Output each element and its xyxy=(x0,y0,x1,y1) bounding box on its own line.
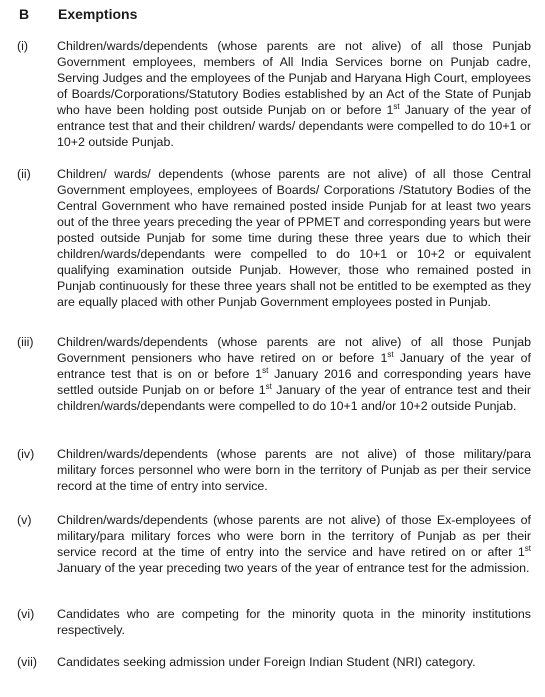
item-number: (iii) xyxy=(17,335,34,349)
item-text: Children/wards/dependents (whose parents are not alive) of those military/para military forces personnel who were born in the territory of Punjab as per their service record at the time of entry into service. xyxy=(57,447,531,493)
item-number: (iv) xyxy=(17,447,35,461)
item-number: (v) xyxy=(17,513,32,527)
item-text: Children/wards/dependents (whose parents are not alive) of those Ex-employees of military/para military forces who were born in the territory of Punjab as per their service record at the time of entry into the service and have retired on or after 1st January of the year preceding two years of the year of entrance test for the admission. xyxy=(57,513,531,575)
section-letter: B xyxy=(19,6,30,22)
item-text: Children/ wards/ dependents (whose parents are not alive) of all those Central Government employees, employees of Boards/ Corporations /Statutory Bodies of the Central Government who have remained posted inside Punjab for at least two years out of the three years preceding the year of PPMET and corresponding years but were posted outside Punjab for some time during these three years due to which their children/wards/dependants were compelled to do 10+1 or 10+2 or equivalent qualifying examination outside Punjab. However, those who remained posted in Punjab continuously for these three years shall not be entitled to be exempted as they are equally placed with other Punjab Government employees posted in Punjab. xyxy=(57,167,531,309)
item-number: (ii) xyxy=(17,167,31,181)
item-text: Candidates who are competing for the minority quota in the minority institutions respectively. xyxy=(57,607,531,637)
item-number: (vii) xyxy=(17,655,37,669)
item-text: Children/wards/dependents (whose parents are not alive) of all those Punjab Government employees, members of All India Services borne on Punjab cadre, Serving Judges and the employees of the Punjab and Haryana High Court, employees of Boards/Corporations/Statutory Bodies established by an Act of the State of Punjab who have been holding post outside Punjab on or before 1st January of the year of entrance test that and their children/ wards/ dependants were compelled to do 10+1 or 10+2 outside Punjab. xyxy=(57,39,531,149)
item-text: Candidates seeking admission under Foreign Indian Student (NRI) category. xyxy=(57,655,476,669)
item-number: (vi) xyxy=(17,607,35,621)
item-number: (i) xyxy=(17,39,29,53)
item-text: Children/wards/dependents (whose parents are not alive) of all those Punjab Government pensioners who have retired on or before 1st January of the year of entrance test that is on or before 1st January 2016 and corresponding years have settled outside Punjab on or before 1st January of the year of entrance test and their children/wards/dependants were compelled to do 10+1 and/or 10+2 outside Punjab. xyxy=(57,335,531,413)
section-title: Exemptions xyxy=(58,6,138,22)
